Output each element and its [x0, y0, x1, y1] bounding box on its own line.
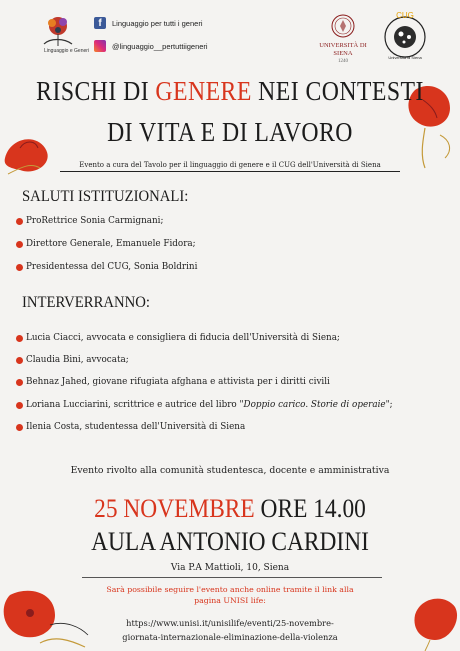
- event-link[interactable]: https://www.unisi.it/unisilife/eventi/25-novembre- giornata-internazionale-eliminazione-della-violenza: [122, 618, 338, 642]
- list-item: Claudia Bini, avvocata;: [16, 355, 129, 365]
- cug-sub: Università di Siena: [388, 55, 422, 60]
- subtitle: Evento a cura del Tavolo per il linguaggio di genere e il CUG dell'Università di Siena: [60, 161, 400, 172]
- book-title: Doppio carico. Storie di operaie: [243, 400, 386, 410]
- list-item: Lucia Ciacci, avvocata e consigliera di fiducia dell'Università di Siena;: [16, 333, 340, 343]
- instagram-label: @linguaggio__pertuttiigeneri: [112, 41, 208, 51]
- facebook-label: Linguaggio per tutti i generi: [112, 18, 203, 28]
- facebook-icon: f: [94, 17, 106, 29]
- bullet-dot-icon: [16, 241, 23, 248]
- bullet-dot-icon: [16, 402, 23, 409]
- saluti-heading: SALUTI ISTITUZIONALI:: [22, 188, 189, 205]
- unisi-name: UNIVERSITÀ DI SIENA: [319, 42, 367, 57]
- page-title-line2: DI VITA E DI LAVORO: [107, 117, 353, 147]
- list-item: Loriana Lucciarini, scrittrice e autrice del libro "Doppio carico. Storie di operaie";: [16, 400, 393, 410]
- divider: [82, 577, 382, 578]
- title-highlight: GENERE: [155, 76, 252, 106]
- event-venue: AULA ANTONIO CARDINI: [91, 527, 369, 556]
- page-title-line1: RISCHI DI GENERE NEI CONTESTI: [36, 76, 424, 106]
- bullet-dot-icon: [16, 335, 23, 342]
- unisi-logo: [318, 14, 368, 66]
- list-item: Behnaz Jahed, giovane rifugiata afghana e attivista per i diritti civili: [16, 377, 330, 387]
- bullet-dot-icon: [16, 424, 23, 431]
- event-date: 25 NOVEMBRE ORE 14.00: [94, 494, 366, 523]
- bullet-dot-icon: [16, 218, 23, 225]
- list-item: Presidentessa del CUG, Sonia Boldrini: [16, 262, 197, 272]
- instagram-icon: [94, 40, 106, 52]
- audience-text: Evento rivolto alla comunità studentesca, docente e amministrativa: [70, 465, 390, 476]
- unisi-seal-icon: [331, 14, 355, 38]
- unisi-year: 1240: [338, 59, 348, 64]
- cug-label: CUG: [396, 11, 414, 20]
- list-item: Direttore Generale, Emanuele Fidora;: [16, 239, 196, 249]
- bullet-dot-icon: [16, 357, 23, 364]
- facebook-link[interactable]: [94, 17, 202, 29]
- list-item: Ilenia Costa, studentessa dell'Università di Siena: [16, 422, 245, 432]
- event-address: Via P.A Mattioli, 10, Siena: [170, 563, 290, 573]
- instagram-link[interactable]: [94, 40, 208, 52]
- bullet-dot-icon: [16, 379, 23, 386]
- cug-logo: [380, 10, 430, 60]
- bullet-dot-icon: [16, 264, 23, 271]
- interventi-heading: INTERVERRANNO:: [22, 294, 151, 311]
- online-note: Sarà possibile seguire l'evento anche online tramite il link alla pagina UNISI life:: [106, 585, 354, 605]
- list-item: ProRettrice Sonia Carmignani;: [16, 216, 163, 226]
- left-logo-text: Linguaggio e Generi: [44, 48, 90, 54]
